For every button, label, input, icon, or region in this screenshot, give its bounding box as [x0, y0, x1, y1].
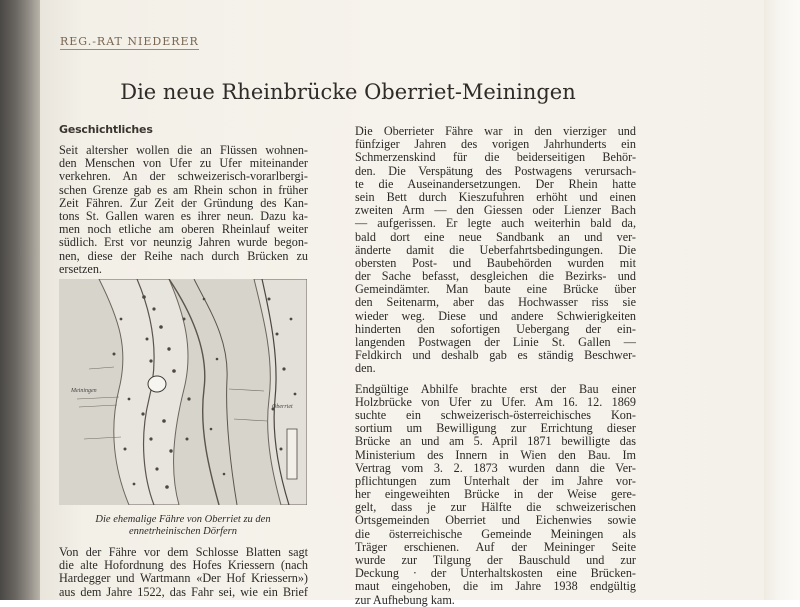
left-paragraph-1 [59, 144, 308, 276]
text-line: Vertrag vom 3. 2. 1873 wurden dann die Ver- [355, 460, 636, 475]
page-edge [764, 0, 800, 600]
text-line: Gemeindämter. Man baute eine Brücke über [355, 282, 636, 297]
text-line: die alte Hofordnung des Hofes Kriessern (nach [59, 558, 308, 573]
left-column [59, 123, 308, 276]
text-line: den Menschen von Ufer zu Ufer miteinander [59, 156, 308, 171]
text-line: südlich. Erst vor neunzig Jahren wurde begon- [59, 235, 308, 250]
text-line: suchte ein schweizerisch-österreichisches Kon- [355, 407, 636, 422]
text-line: Hardegger und Wartmann «Der Hof Kriessern») [59, 571, 308, 586]
text-line: Brücke an und am 5. April 1871 bewilligte das [355, 434, 636, 449]
text-line: — aufgerissen. Er legte auch weiterhin bald da, [355, 216, 636, 231]
text-line: wurde zur Tilgung der Bauschuld und zur [355, 553, 636, 567]
text-line: men noch etliche am oberen Rheinlauf weiter [59, 222, 308, 237]
figure-caption [59, 514, 307, 538]
text-line: Ortsgemeinden Oberriet und Eichenwies sowie [355, 513, 636, 528]
text-line: änderte damit die Ueberfahrtsbedingungen. Die [355, 242, 636, 257]
text-line: Feldkirch und deshalb gab es ständig Beschwer- [355, 348, 636, 363]
text-line: pflichtungen zum Unterhalt der im Jahre vor- [355, 473, 636, 488]
text-line: Deckung · der Unterhaltskosten eine Brücken- [355, 566, 636, 581]
article-title: Die neue Rheinbrücke Oberriet-Meiningen [120, 80, 576, 104]
text-line: her eingeweihten Brücke in der Weise gere- [355, 487, 636, 502]
map-label-right: Oberriet [272, 404, 293, 410]
map-label-left: Meiningen [71, 388, 97, 394]
text-line: langenden Postwagen der Linie St. Gallen — [355, 335, 636, 349]
right-paragraph-1 [355, 125, 636, 376]
text-line: Seit altersher wollen die an Flüssen wohnen- [59, 143, 308, 157]
text-line: gelt, dass je zur Hälfte die schweizerischen [355, 500, 636, 515]
text-line: Holzbrücke von Ufer zu Ufer. Am 16. 12. 1869 [355, 394, 636, 409]
right-column [355, 125, 636, 607]
left-paragraph-2 [59, 546, 308, 599]
text-line: verkehren. An der schweizerisch-vorarlbergi- [59, 169, 308, 184]
text-line: der Sache befasst, desgleichen die Bezirks- und [355, 269, 636, 284]
text-line: Die Oberrieter Fähre war in den vierziger und [355, 124, 636, 138]
text-line: bald dort eine neue Sandbank an und ver- [355, 229, 636, 244]
caption-line: Die ehemalige Fähre von Oberriet zu den [95, 514, 271, 525]
text-line: Von der Fähre vor dem Schlosse Blatten sagt [59, 545, 308, 559]
text-line: te die Auseinandersetzungen. Der Rhein hatte [355, 176, 636, 191]
text-line: fünfziger Jahren des vorigen Jahrhunderts ein [355, 137, 636, 152]
text-line: den. Die Verspätung des Postwagens verursach- [355, 163, 636, 178]
text-line: Endgültige Abhilfe brachte erst der Bau einer [355, 381, 636, 396]
caption-line: ennetrheinischen Dörfern [129, 526, 237, 537]
text-line: sein Bett durch Kieszufuhren erhöht und einen [355, 189, 636, 204]
text-line: aus dem Jahre 1522, das Fahr sei, wie ein Brief [59, 584, 308, 599]
text-line: ersetzen. [59, 261, 102, 276]
text-line: nen, diese der Reihe nach durch Brücken zu [59, 248, 308, 263]
text-line: sortium um Bewilligung zur Errichtung dieser [355, 421, 636, 436]
text-line: den Seitenarm, aber das Hochwasser riss sie [355, 295, 636, 310]
text-line: zweiten Arm — den Giessen oder Lienzer Bach [355, 203, 636, 218]
historical-map-figure [59, 279, 307, 505]
text-line: Zeit Fähren. Zur Zeit der Gründung des Kan- [59, 195, 308, 210]
text-line: maut eingehoben, die im Jahre 1938 endgültig [355, 579, 636, 594]
text-line: tons St. Gallen waren es ihrer neun. Dazu ka- [59, 208, 308, 223]
right-paragraph-2 [355, 383, 636, 607]
text-line: schen Grenze gab es am Rhein schon in früher [59, 182, 308, 197]
text-line: den. [355, 361, 376, 376]
text-line: obersten Post- und Baubehörden wurden mit [355, 255, 636, 270]
section-heading: Geschichtliches [59, 123, 153, 136]
book-spine-shadow [0, 0, 40, 600]
text-line: wieder weg. Diese und andere Schwierigkeiten [355, 308, 636, 323]
text-line: Träger erschienen. Auf der Meininger Seite [355, 539, 636, 554]
text-line: zur Aufhebung kam. [355, 592, 455, 607]
text-line: hinderten den sofortigen Uebergang der ein- [355, 321, 636, 336]
map-drawing [59, 279, 307, 505]
text-line: Schmerzenskind für die beiderseitigen Behör- [355, 150, 636, 165]
text-line: Ministerium des Innern in Wien den Bau. Im [355, 447, 636, 462]
running-head: REG.-RAT NIEDERER [60, 35, 199, 48]
text-line: die österreichische Gemeinde Meiningen als [355, 526, 636, 541]
